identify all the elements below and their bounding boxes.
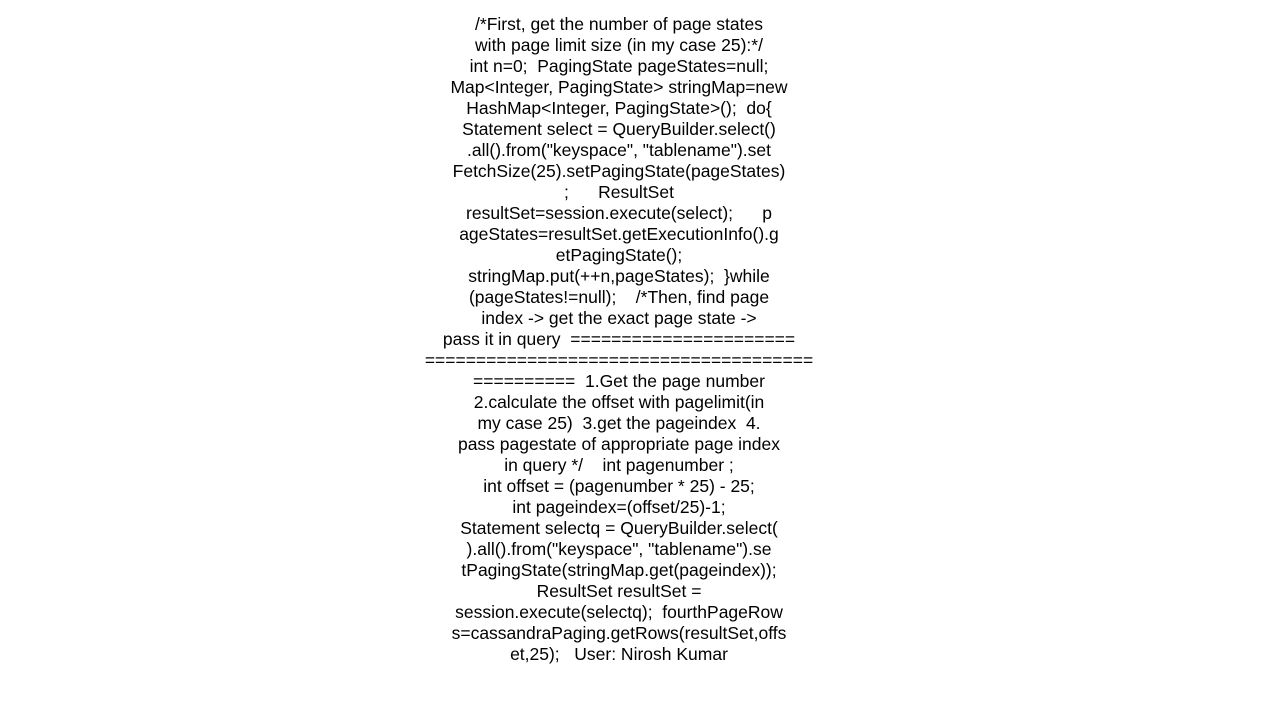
text-line: tPagingState(stringMap.get(pageindex)); (461, 560, 777, 580)
text-line: FetchSize(25).setPagingState(pageStates) (452, 161, 786, 181)
text-line: int offset = (pagenumber * 25) - 25; (483, 476, 755, 496)
text-line: .all().from("keyspace", "tablename").set (467, 140, 771, 160)
text-line: Statement select = QueryBuilder.select() (462, 119, 776, 139)
text-line: et,25); User: Nirosh Kumar (510, 644, 728, 664)
text-line: stringMap.put(++n,pageStates); }while (468, 266, 770, 286)
document-text-block (0, 14, 1238, 665)
text-line: session.execute(selectq); fourthPageRow (455, 602, 783, 622)
text-line: (pageStates!=null); /*Then, find page (468, 287, 770, 307)
text-line: ).all().from("keyspace", "tablename").se (466, 539, 772, 559)
text-line: int n=0; PagingState pageStates=null; (469, 56, 769, 76)
text-line: Map<Integer, PagingState> stringMap=new (450, 77, 788, 97)
text-line: ResultSet resultSet = (536, 581, 702, 601)
text-line: s=cassandraPaging.getRows(resultSet,offs (451, 623, 787, 643)
text-line: resultSet=session.execute(select); p (466, 203, 772, 223)
text-line: Statement selectq = QueryBuilder.select( (460, 518, 778, 538)
text-line: int pageindex=(offset/25)-1; (512, 497, 726, 517)
text-line: my case 25) 3.get the pageindex 4. (477, 413, 761, 433)
text-line: /*First, get the number of page states (475, 14, 763, 34)
text-line: index -> get the exact page state -> (481, 308, 757, 328)
text-line: 2.calculate the offset with pagelimit(in (473, 392, 765, 412)
text-line: with page limit size (in my case 25):*/ (475, 35, 763, 55)
text-line: ; ResultSet (564, 182, 674, 202)
text-line: ====================================== (424, 350, 814, 370)
text-line: pass it in query ====================== (442, 329, 796, 349)
text-line: HashMap<Integer, PagingState>(); do{ (466, 98, 772, 118)
text-line: etPagingState(); (555, 245, 683, 265)
text-line: ageStates=resultSet.getExecutionInfo().g (459, 224, 779, 244)
text-line: ========== 1.Get the page number (473, 371, 765, 391)
text-line: in query */ int pagenumber ; (504, 455, 734, 475)
text-line: pass pagestate of appropriate page index (457, 434, 781, 454)
